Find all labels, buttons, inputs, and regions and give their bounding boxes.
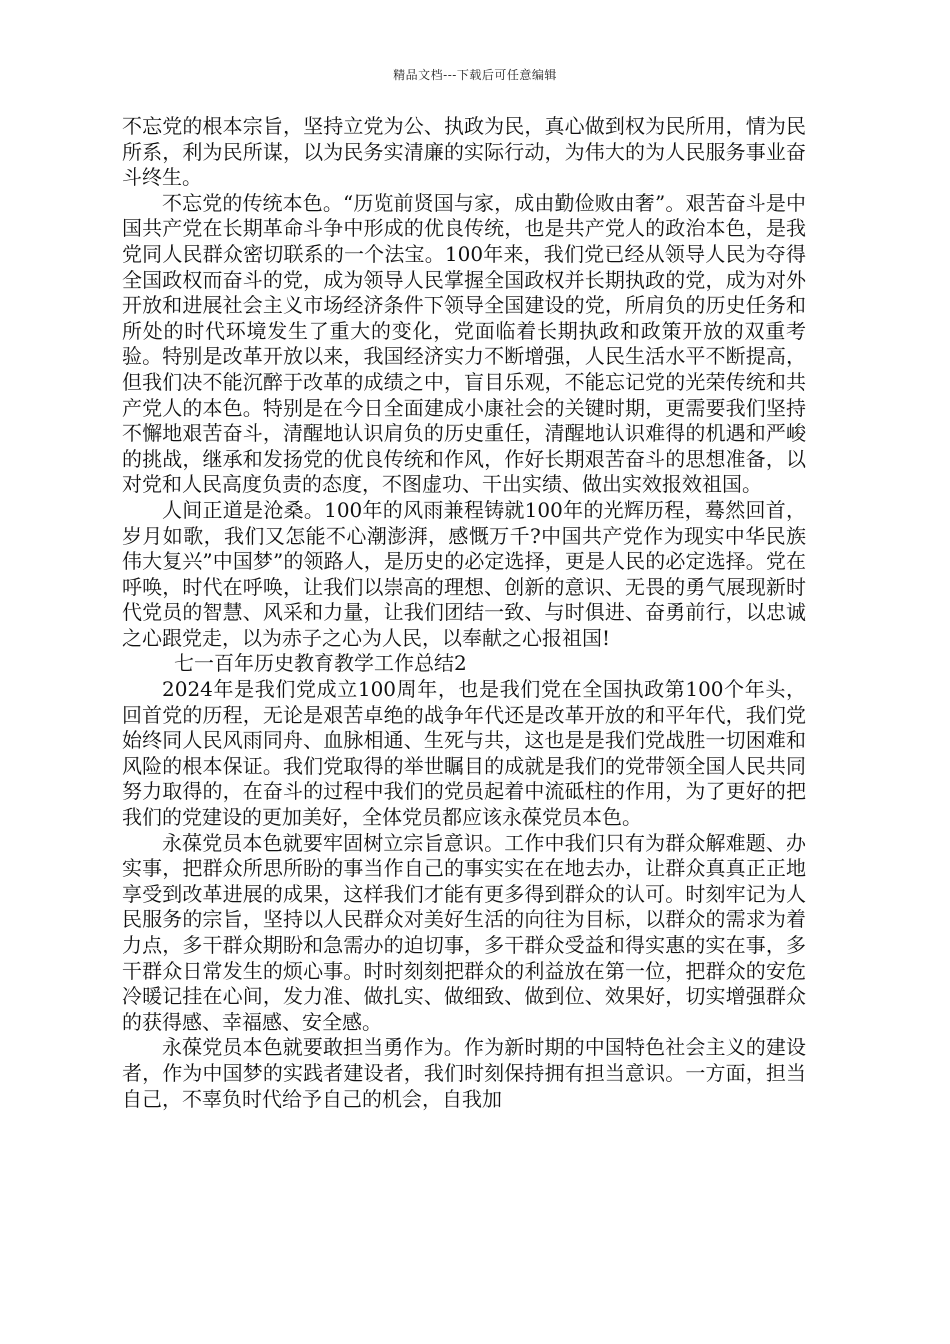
document-body [122,114,806,1112]
section-subtitle: 七一百年历史教育教学工作总结2 [174,651,467,676]
paragraph-5: 永葆党员本色就要牢固树立宗旨意识。工作中我们只有为群众解难题、办实事，把群众所思所盼的事当作自己的事实实在在地去办，让群众真真正正地享受到改革进展的成果，这样我们才能有更多得到群众的认可。时刻牢记为人民服务的宗旨，坚持以人民群众对美好生活的向往为目标，以群众的需求为着力点，多干群众期盼和急需办的迫切事，多干群众受益和得实惠的实在事，多干群众日常发生的烦心事。时时刻刻把群众的利益放在第一位，把群众的安危冷暖记挂在心间，发力准、做扎实、做细致、做到位、效果好，切实增强群众的获得感、幸福感、安全感。 [122,830,806,1034]
paragraph-2: 不忘党的传统本色。“历览前贤国与家，成由勤俭败由奢”。艰苦奋斗是中国共产党在长期革命斗争中形成的优良传统，也是共产党人的政治本色，是我党同人民群众密切联系的一个法宝。100年来，我们党已经从领导人民为夺得全国政权而奋斗的党，成为领导人民掌握全国政权并长期执政的党，成为对外开放和进展社会主义市场经济条件下领导全国建设的党，所肩负的历史任务和所处的时代环境发生了重大的变化，党面临着长期执政和政策开放的双重考验。特别是改革开放以来，我国经济实力不断增强，人民生活水平不断提高，但我们决不能沉醉于改革的成绩之中，盲目乐观，不能忘记党的光荣传统和共产党人的本色。特别是在今日全面建成小康社会的关键时期，更需要我们坚持不懈地艰苦奋斗，清醒地认识肩负的历史重任，清醒地认识难得的机遇和严峻的挑战，继承和发扬党的优良传统和作风，作好长期艰苦奋斗的思想准备，以对党和人民高度负责的态度，不图虚功、干出实绩、做出实效报效祖国。 [122,190,806,497]
paragraph-1: 不忘党的根本宗旨，坚持立党为公、执政为民，真心做到权为民所用，情为民所系，利为民所谋，以为民务实清廉的实际行动，为伟大的为人民服务事业奋斗终生。 [122,114,806,190]
paragraph-3: 人间正道是沧桑。100年的风雨兼程铸就100年的光辉历程，蓦然回首，岁月如歌，我们又怎能不心潮澎湃，感慨万千?中国共产党作为现实中华民族伟大复兴”中国梦”的领路人，是历史的必定选择，更是人民的必定选择。党在呼唤，时代在呼唤，让我们以崇高的理想、创新的意识、无畏的勇气展现新时代党员的智慧、风采和力量，让我们团结一致、与时俱进、奋勇前行，以忠诚之心跟党走，以为赤子之心为人民，以奉献之心报祖国! [122,497,806,650]
paragraph-4: 2024年是我们党成立100周年，也是我们党在全国执政第100个年头，回首党的历程，无论是艰苦卓绝的战争年代还是改革开放的和平年代，我们党始终同人民风雨同舟、血脉相通、生死与共，这也是是我们党战胜一切困难和风险的根本保证。我们党取得的举世瞩目的成就是我们的党带领全国人民共同努力取得的，在奋斗的过程中我们的党员起着中流砥柱的作用，为了更好的把我们的党建设的更加美好，全体党员都应该永葆党员本色。 [122,677,806,830]
page-header: 精品文档---下载后可任意编辑 [393,68,557,82]
paragraph-6: 永葆党员本色就要敢担当勇作为。作为新时期的中国特色社会主义的建设者，作为中国梦的实践者建设者，我们时刻保持拥有担当意识。一方面，担当自己，不辜负时代给予自己的机会，自我加 [122,1035,806,1111]
